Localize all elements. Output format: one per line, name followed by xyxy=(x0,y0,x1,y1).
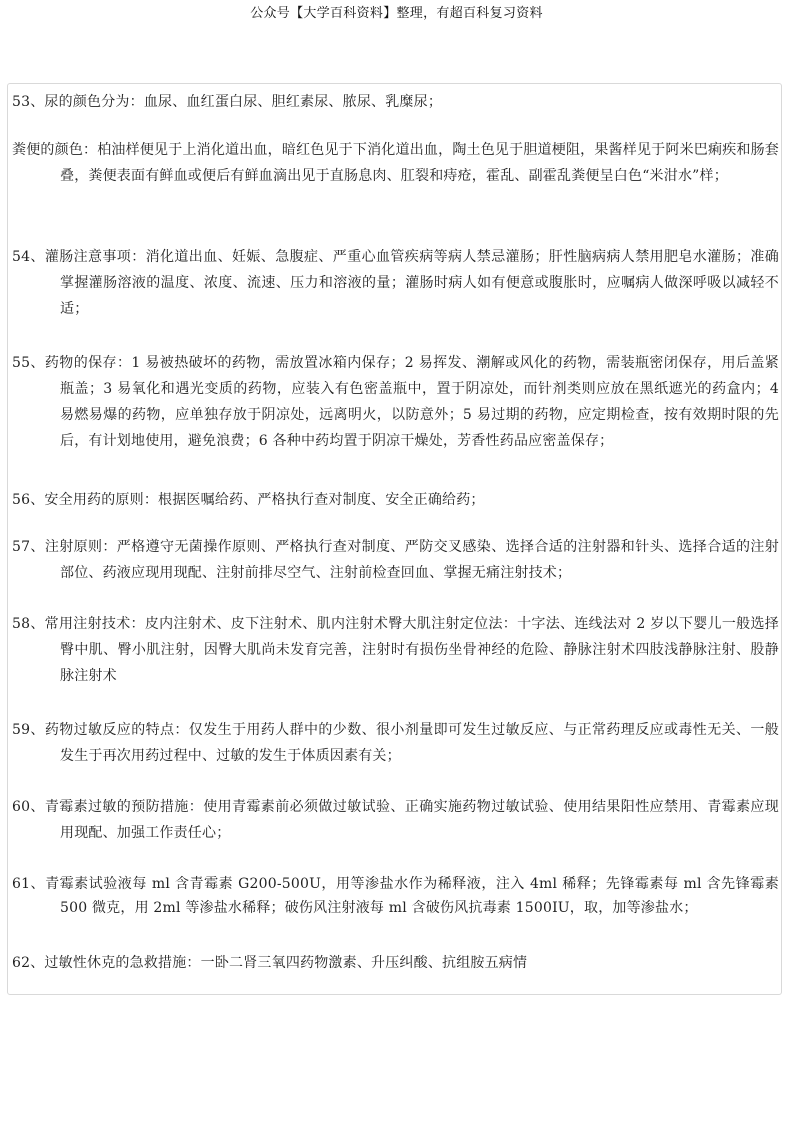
content-box xyxy=(7,83,782,995)
item-60: 60、青霉素过敏的预防措施：使用青霉素前必须做过敏试验、正确实施药物过敏试验、使用结果阳性应禁用、青霉素应现用现配、加强工作责任心； xyxy=(12,799,779,841)
item-61: 61、青霉素试验液每 ml 含青霉素 G200-500U，用等渗盐水作为稀释液，注入 4ml 稀释；先锋霉素每 ml 含先锋霉素 500 微克，用 2ml 等渗盐水稀释；破伤风注射液每 ml 含破伤风抗毒素 1500IU，取，加等渗盐水； xyxy=(12,876,779,916)
item-56: 56、安全用药的原则：根据医嘱给药、严格执行查对制度、安全正确给药； xyxy=(12,492,485,508)
item-59: 59、药物过敏反应的特点：仅发生于用药人群中的少数、很小剂量即可发生过敏反应、与正常药理反应或毒性无关、一般发生于再次用药过程中、过敏的发生于体质因素有关； xyxy=(12,722,779,764)
item-57: 57、注射原则：严格遵守无菌操作原则、严格执行查对制度、严防交叉感染、选择合适的注射器和针头、选择合适的注射部位、药液应现用现配、注射前排尽空气、注射前检查回血、掌握无痛注射技术； xyxy=(12,539,779,581)
item-stool-color: 粪便的颜色：柏油样便见于上消化道出血，暗红色见于下消化道出血，陶土色见于胆道梗阻，果酱样见于阿米巴痢疾和肠套叠，粪便表面有鲜血或便后有鲜血滴出见于直肠息肉、肛裂和痔疮，霍乱、副霍乱粪便呈白色“米泔水”样； xyxy=(12,142,779,184)
item-55: 55、药物的保存：1 易被热破坏的药物，需放置冰箱内保存；2 易挥发、潮解或风化的药物，需装瓶密闭保存，用后盖紧瓶盖；3 易氧化和遇光变质的药物，应装入有色密盖瓶中，置于阴凉处，而针剂类则应放在黑纸遮光的药盒内；4 易燃易爆的药物，应单独存放于阴凉处，远离明火，以防意外；5 易过期的药物，应定期检查，按有效期时限的先后，有计划地使用，避免浪费；6 各种中药均置于阴凉干燥处，芳香性药品应密盖保存； xyxy=(12,355,779,449)
item-62: 62、过敏性休克的急救措施：一卧二肾三氧四药物激素、升压纠酸、抗组胺五病情 xyxy=(12,955,528,971)
item-54: 54、灌肠注意事项：消化道出血、妊娠、急腹症、严重心血管疾病等病人禁忌灌肠；肝性脑病病人禁用肥皂水灌肠；准确掌握灌肠溶液的温度、浓度、流速、压力和溶液的量；灌肠时病人如有便意或腹胀时，应嘱病人做深呼吸以减轻不适； xyxy=(12,249,779,317)
item-53: 53、尿的颜色分为：血尿、血红蛋白尿、胆红素尿、脓尿、乳糜尿； xyxy=(12,94,443,110)
item-58: 58、常用注射技术：皮内注射术、皮下注射术、肌内注射术臀大肌注射定位法：十字法、连线法对 2 岁以下婴儿一般选择臀中肌、臀小肌注射，因臀大肌尚未发育完善，注射时有损伤坐骨神经的危险、静脉注射术四肢浅静脉注射、股静脉注射术 xyxy=(12,616,779,684)
page-header: 公众号【大学百科资料】整理，有超百科复习资料 xyxy=(250,6,543,21)
